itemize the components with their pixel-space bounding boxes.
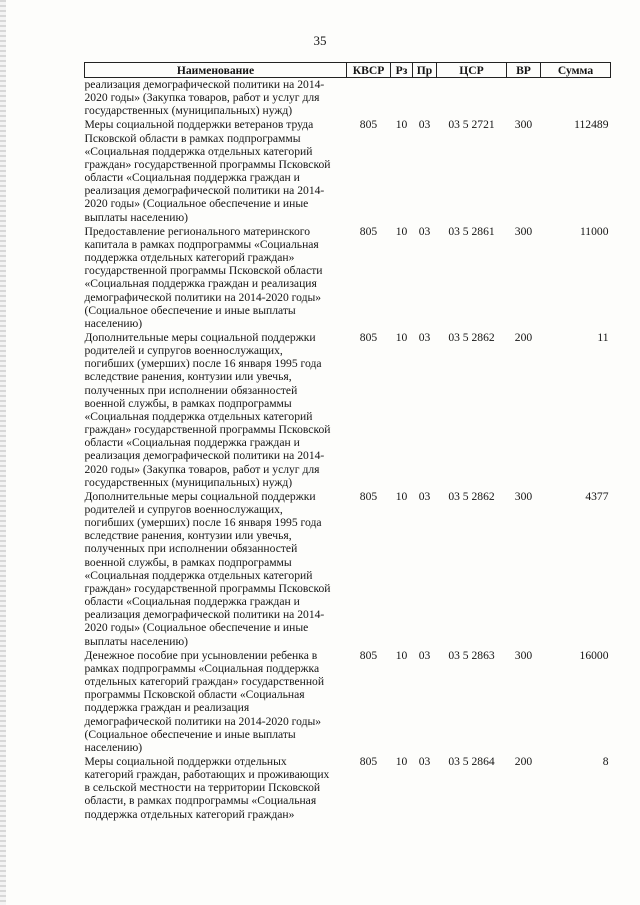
cell-kvsr: 805	[359, 754, 378, 768]
table-row	[85, 489, 611, 648]
row-name-line: государственных (муниципальных) нужд)	[84, 475, 293, 489]
table-row	[85, 648, 611, 754]
row-name-line: поддержка отдельных категорий граждан»	[84, 807, 295, 821]
cell-vr: 300	[514, 224, 533, 238]
cell-rz: 10	[395, 648, 408, 662]
row-name-line: «Социальная поддержка отдельных категорий	[84, 144, 313, 158]
row-name-line: (Социальное обеспечение и иные выплаты	[84, 303, 296, 317]
cell-csr: 03 5 2862	[448, 330, 495, 344]
row-name-line: государственной программы Псковской области	[84, 264, 323, 278]
row-name-line: государственных (муниципальных) нужд)	[84, 104, 293, 118]
budget-table	[84, 62, 611, 821]
cell-pr: 03	[418, 754, 431, 768]
row-name-cell	[85, 224, 347, 330]
row-name-line: рамках подпрограммы «Социальная поддержка	[84, 661, 320, 675]
table-row	[85, 117, 611, 223]
cell-csr: 03 5 2861	[448, 224, 495, 238]
row-name-line: 2020 годы» (Закупка товаров, работ и услуг для	[84, 462, 320, 476]
empty-cell	[347, 78, 391, 118]
header-name: Наименование	[85, 63, 347, 78]
cell-kvsr: 805	[359, 330, 378, 344]
empty-cell	[541, 78, 611, 118]
cell-sum: 8	[602, 754, 609, 768]
cell-pr: 03	[418, 330, 431, 344]
cell-pr: 03	[418, 489, 431, 503]
empty-cell	[507, 78, 541, 118]
header-sum: Сумма	[541, 63, 611, 78]
cell-rz: 10	[395, 489, 408, 503]
row-name-line: граждан» государственной программы Псковской	[84, 423, 331, 437]
cell-pr: 03	[418, 224, 431, 238]
cell-sum: 4377	[585, 489, 609, 503]
row-name-cell	[85, 754, 347, 821]
cell-rz: 10	[395, 224, 408, 238]
cell-csr: 03 5 2863	[448, 648, 495, 662]
header-csr: ЦСР	[437, 63, 507, 78]
row-name-line: военной службы, в рамках подпрограммы	[84, 555, 292, 569]
cell-vr: 300	[514, 489, 533, 503]
cell-rz: 10	[395, 330, 408, 344]
cell-sum: 16000	[579, 648, 609, 662]
cell-sum: 11000	[579, 224, 609, 238]
row-name-line: в сельской местности на территории Псковской	[84, 781, 321, 795]
row-name-line: граждан» государственной программы Псковской	[84, 157, 331, 171]
row-name-line: Меры социальной поддержки отдельных	[84, 754, 287, 768]
row-name-line: реализация демографической политики на 2014-	[84, 78, 325, 91]
row-name-line: Дополнительные меры социальной поддержки	[84, 489, 316, 503]
row-name-line: «Социальная поддержка граждан и реализация	[84, 277, 317, 291]
row-name-line: «Социальная поддержка отдельных категорий	[84, 409, 313, 423]
row-name-line: 2020 годы» (Закупка товаров, работ и услуг для	[84, 91, 320, 105]
row-name-line: поддержка граждан и реализация	[84, 701, 250, 715]
row-name-line: военной службы, в рамках подпрограммы	[84, 396, 292, 410]
row-name-line: населению)	[84, 316, 143, 330]
table-row	[85, 224, 611, 330]
row-name-line: отдельных категорий граждан» государственной	[84, 675, 325, 689]
scan-edge	[0, 0, 6, 905]
row-name-line: полученных при исполнении обязанностей	[84, 383, 298, 397]
page-number: 35	[313, 33, 327, 48]
table-row	[85, 330, 611, 489]
cell-vr: 200	[514, 754, 533, 768]
empty-cell	[391, 78, 413, 118]
row-name-line: погибших (умерших) после 16 января 1995 года	[84, 516, 322, 530]
row-name-cell	[85, 648, 347, 754]
row-name-line: поддержка отдельных категорий граждан»	[84, 251, 295, 265]
table-header	[85, 63, 611, 78]
row-name-line: области, в рамках подпрограммы «Социальная	[84, 794, 317, 808]
cell-vr: 300	[514, 648, 533, 662]
empty-cell	[437, 78, 507, 118]
row-name-line: реализация демографической политики на 2014-	[84, 184, 325, 198]
cell-csr: 03 5 2864	[448, 754, 495, 768]
cell-vr: 300	[514, 118, 533, 132]
row-name-cell	[85, 330, 347, 489]
row-name-line: выплаты населению)	[84, 210, 189, 224]
header-kvsr: КВСР	[347, 63, 391, 78]
row-name-line: Меры социальной поддержки ветеранов труда	[84, 118, 314, 132]
row-name-line: выплаты населению)	[84, 634, 189, 648]
row-name-line: населению)	[84, 740, 143, 754]
row-name-line: Дополнительные меры социальной поддержки	[84, 330, 316, 344]
row-name-line: погибших (умерших) после 16 января 1995 года	[84, 357, 322, 371]
row-name-line: родителей и супругов военнослужащих,	[84, 344, 283, 358]
cell-sum: 11	[597, 330, 609, 344]
header-rz: Рз	[391, 63, 413, 78]
cell-sum: 112489	[574, 118, 609, 132]
row-name-line: области «Социальная поддержка граждан и	[84, 595, 300, 609]
cell-kvsr: 805	[359, 118, 378, 132]
row-name-line: 2020 годы» (Социальное обеспечение и иные	[84, 621, 309, 635]
row-name-line: вследствие ранения, контузии или увечья,	[84, 370, 292, 384]
row-name-line: Предоставление регионального материнского	[84, 224, 311, 238]
row-name-line: (Социальное обеспечение и иные выплаты	[84, 727, 296, 741]
cell-pr: 03	[418, 648, 431, 662]
row-name-line: 2020 годы» (Социальное обеспечение и иные	[84, 197, 309, 211]
row-name-line: «Социальная поддержка отдельных категорий	[84, 568, 313, 582]
cell-kvsr: 805	[359, 224, 378, 238]
row-name-line: граждан» государственной программы Псковской	[84, 581, 331, 595]
row-name-line: области «Социальная поддержка граждан и	[84, 171, 300, 185]
row-name-line: полученных при исполнении обязанностей	[84, 542, 298, 556]
header-pr: Пр	[413, 63, 437, 78]
row-name-line: Псковской области в рамках подпрограммы	[84, 131, 301, 145]
row-name-line: капитала в рамках подпрограммы «Социальная	[84, 237, 319, 251]
cell-kvsr: 805	[359, 489, 378, 503]
cell-kvsr: 805	[359, 648, 378, 662]
row-name-line: демографической политики на 2014-2020 годы»	[84, 714, 322, 728]
table-body	[85, 78, 611, 821]
row-name-line: родителей и супругов военнослужащих,	[84, 503, 283, 516]
row-name-line: области «Социальная поддержка граждан и	[84, 436, 300, 450]
row-name-line: программы Псковской области «Социальная	[84, 688, 305, 702]
table-row-continuation	[85, 78, 611, 118]
cell-csr: 03 5 2862	[448, 489, 495, 503]
empty-cell	[413, 78, 437, 118]
cell-pr: 03	[418, 118, 431, 132]
cell-csr: 03 5 2721	[448, 118, 495, 132]
row-name-line: реализация демографической политики на 2014-	[84, 608, 325, 622]
row-name-cell	[85, 78, 347, 118]
row-name-line: демографической политики на 2014-2020 годы»	[84, 290, 322, 304]
row-name-cell	[85, 489, 347, 648]
row-name-line: реализация демографической политики на 2014-	[84, 449, 325, 463]
cell-rz: 10	[395, 118, 408, 132]
header-vr: ВР	[507, 63, 541, 78]
row-name-line: Денежное пособие при усыновлении ребенка в	[84, 648, 318, 662]
cell-vr: 200	[514, 330, 533, 344]
table-row	[85, 754, 611, 821]
row-name-line: категорий граждан, работающих и проживающих	[84, 768, 330, 782]
row-name-cell	[85, 117, 347, 223]
cell-rz: 10	[395, 754, 408, 768]
row-name-line: вследствие ранения, контузии или увечья,	[84, 529, 292, 543]
